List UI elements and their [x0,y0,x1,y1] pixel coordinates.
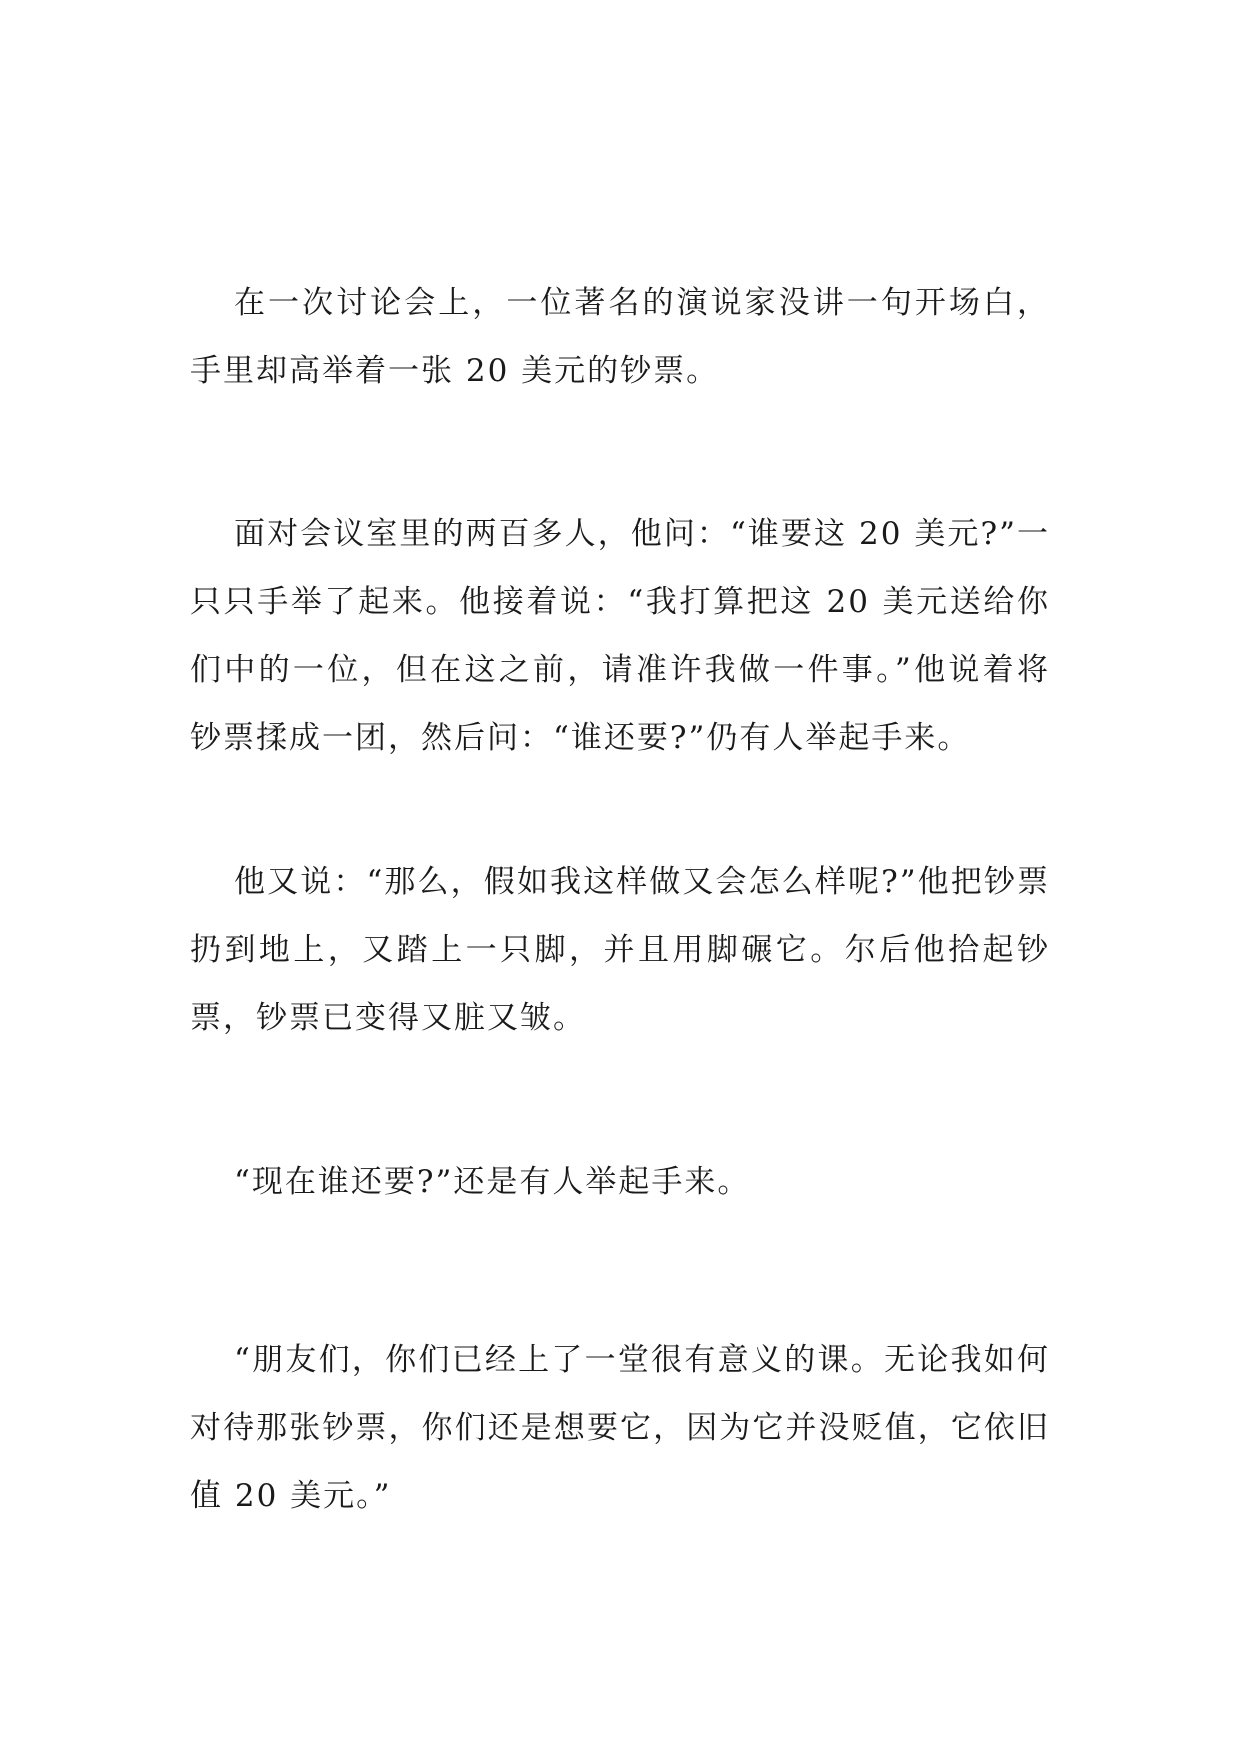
paragraph-1: 在一次讨论会上，一位著名的演说家没讲一句开场白，手里却高举着一张 20 美元的钞票。 [190,285,1050,389]
paragraph-3: 他又说：“那么，假如我这样做又会怎么样呢?”他把钞票扔到地上，又踏上一只脚，并且用脚碾它。尔后他拾起钞票，钞票已变得又脏又皱。 [190,864,1050,1036]
paragraph-2: 面对会议室里的两百多人，他问：“谁要这 20 美元?”一只只手举了起来。他接着说：“我打算把这 20 美元送给你们中的一位，但在这之前，请准许我做一件事。”他说着将钞票揉成一团，然后问：“谁还要?”仍有人举起手来。 [190,516,1050,756]
paragraph-4: “现在谁还要?”还是有人举起手来。 [234,1164,751,1200]
paragraph-5: “朋友们，你们已经上了一堂很有意义的课。无论我如何对待那张钞票，你们还是想要它，因为它并没贬值，它依旧值 20 美元。” [190,1342,1050,1514]
